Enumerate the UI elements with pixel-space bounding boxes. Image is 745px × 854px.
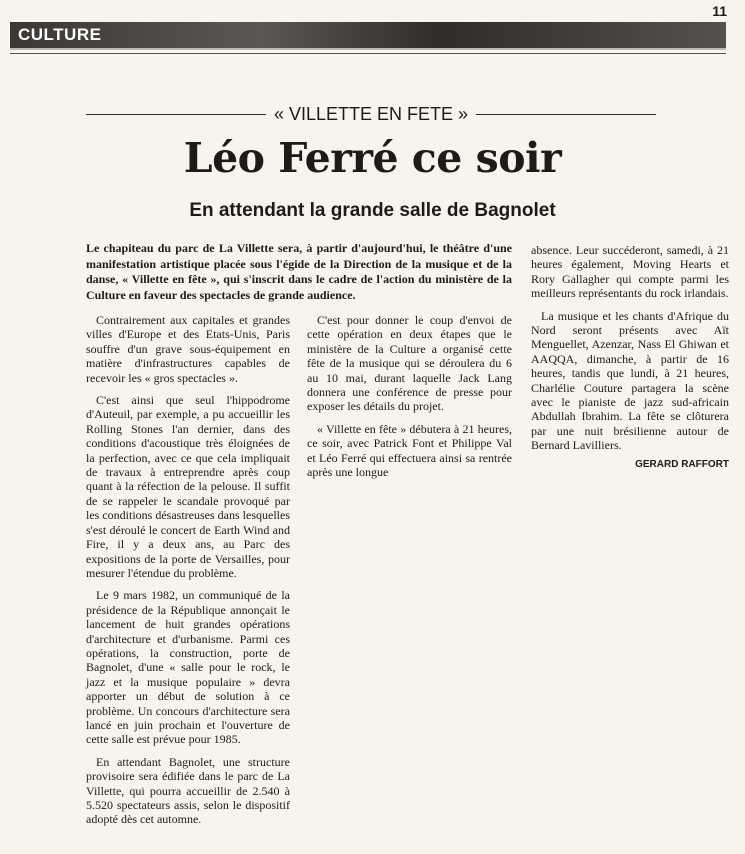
paragraph: La musique et les chants d'Afrique du Nord seront présents avec Aït Menguellet, Azenzar, Nass El Ghiwan et AAQQA, dimanche, à partir de 16 heures, tandis que lundi, à 21 heures, Charlélie Couture partagera la scène avec le pianiste de jazz sud-africain Abdullah Ibrahim. La fête se clôturera par une nuit brésilienne autour de Bernard Lavilliers. [531, 308, 729, 453]
byline: GERARD RAFFORT [635, 459, 729, 470]
section-banner [10, 22, 726, 48]
article-subtitle: En attendant la grande salle de Bagnolet [189, 200, 556, 221]
divider [10, 53, 726, 54]
kicker-rule-right [476, 114, 656, 115]
article-lede: Le chapiteau du parc de La Villette sera, à partir d'aujourd'hui, le théâtre d'une manifestation artistique placée sous l'égide de la Direction de la musique et de la danse, « Villette en fête », qui s'inscrit dans le cadre de l'action du ministère de la Culture en faveur des spectacles de grande audience. [86, 241, 512, 302]
section-title: CULTURE [18, 25, 102, 44]
paragraph: C'est pour donner le coup d'envoi de cette opération en deux étapes que le ministère de la Culture a organisé cette fête de la musique qui se déroulera du 6 au 10 mai, durant laquelle Jack Lang donnera une conférence de presse pour exposer les détails du projet. [307, 313, 512, 414]
article-column-3 [531, 243, 729, 461]
kicker-row [86, 103, 656, 125]
page-number: 11 [712, 3, 727, 19]
paragraph: En attendant Bagnolet, une structure provisoire sera édifiée dans le parc de La Villette, qui pourra accueillir de 2.540 à 5.520 spectateurs assis, selon le dispositif adopté dès cet automne. [86, 754, 290, 827]
paragraph: absence. Leur succéderont, samedi, à 21 heures également, Moving Hearts et Rory Gallagher qui compte parmi les meilleurs représentants du rock irlandais. [531, 243, 729, 301]
kicker-rule-left [86, 114, 266, 115]
paragraph: Contrairement aux capitales et grandes villes d'Europe et des Etats-Unis, Paris souffre d'un grave sous-équipement en matière d'infrastructures capables de recevoir les « gros spectacles ». [86, 313, 290, 385]
article-headline: Léo Ferré ce soir [183, 134, 562, 182]
article-column-1 [86, 313, 290, 835]
paragraph: Le 9 mars 1982, un communiqué de la présidence de la République annonçait le lancement de huit grandes opérations d'architecture et d'urbanisme. Parmi ces opérations, la construction, porte de Bagnolet, d'une « salle pour le rock, le jazz et la musique populaire » devra apporter un début de solution à ce problème. Un concours d'architecture sera lancé en juin prochain et l'ouverture de cette salle est prévue pour 1985. [86, 588, 290, 747]
paragraph: C'est ainsi que seul l'hippodrome d'Auteuil, par exemple, a pu accueillir les Rolling Stones l'an dernier, dans des conditions d'acoustique très éloignées de la perfection, avec ce que cela impliquait de travaux à entreprendre après coup quant à la réfection de la pelouse. Il suffit de se rappeler le scandale provoqué par les conditions désastreuses dans lesquelles s'est déroulé le concert de Earth Wind and Fire, il y a deux ans, au Parc des expositions de la porte de Versailles, pour mesurer l'étendue du problème. [86, 393, 290, 580]
article-kicker: « VILLETTE EN FETE » [273, 103, 469, 124]
article-column-2 [307, 313, 512, 487]
paragraph: « Villette en fête » débutera à 21 heures, ce soir, avec Patrick Font et Philippe Val et Léo Ferré qui effectuera ainsi sa rentrée après une longue [307, 421, 512, 480]
